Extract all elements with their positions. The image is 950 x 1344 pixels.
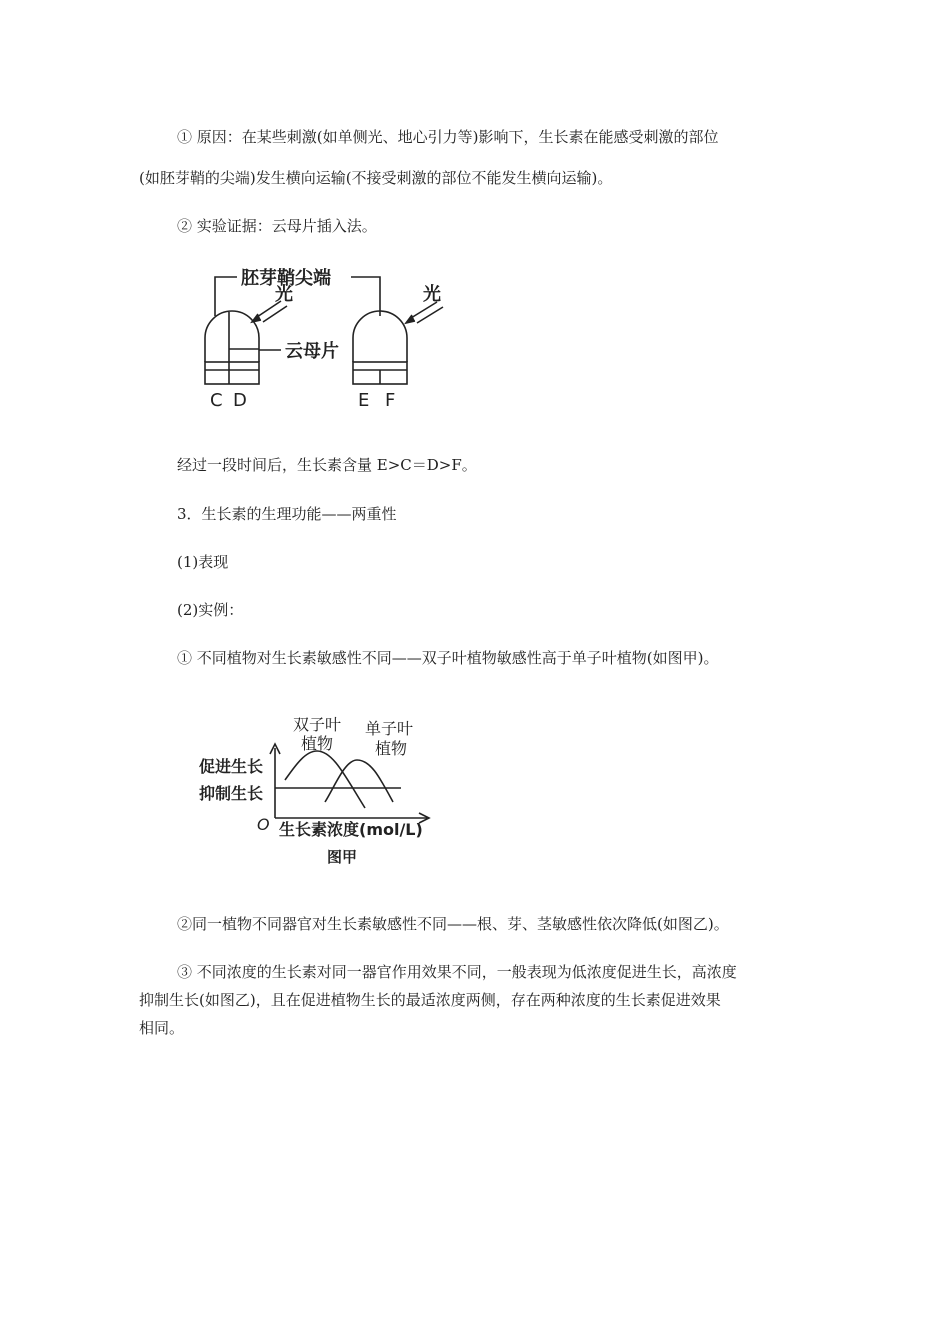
tip-label: 胚芽鞘尖端 [241, 268, 331, 289]
paragraph-cause-cont: (如胚芽鞘的尖端)发生横向运输(不接受刺激的部位不能发生横向运输)。 [139, 169, 613, 187]
paragraph-cause: ① 原因：在某些刺激(如单侧光、地心引力等)影响下，生长素在能感受刺激的部位 [177, 128, 719, 146]
curve-label-monocot-1: 单子叶 [365, 719, 414, 738]
agar-block-left [205, 362, 259, 384]
paragraph-example-1: ① 不同植物对生长素敏感性不同——双子叶植物敏感性高于单子叶植物(如图甲)。 [177, 649, 719, 667]
subheading-examples: (2)实例： [177, 601, 244, 619]
curve-dicot [285, 751, 365, 808]
coleoptile-right [353, 311, 407, 362]
tip-connector-left [215, 277, 237, 316]
paragraph-example-2: ②同一植物不同器官对生长素敏感性不同——根、芽、茎敏感性依次降低(如图乙)。 [177, 915, 729, 933]
x-axis-label: 生长素浓度(mol/L) [279, 820, 423, 839]
section-heading: 3．生长素的生理功能——两重性 [177, 505, 397, 523]
curve-label-dicot-2: 植物 [301, 734, 334, 753]
curve-label-monocot-2: 植物 [375, 739, 408, 758]
y-label-inhibit: 抑制生长 [199, 784, 264, 803]
paragraph-result: 经过一段时间后，生长素含量 E>C＝D>F。 [177, 456, 477, 474]
light-arrow-right [411, 302, 443, 323]
light-label-right: 光 [423, 284, 441, 305]
mica-experiment-figure [185, 258, 455, 418]
block-label-e: E [358, 390, 370, 411]
subheading-manifestation: (1)表现 [177, 553, 229, 571]
block-label-f: F [385, 390, 396, 411]
paragraph-evidence: ② 实验证据：云母片插入法。 [177, 217, 377, 235]
block-label-d: D [233, 390, 247, 411]
light-label-left: 光 [275, 284, 293, 305]
sensitivity-graph-figure [195, 708, 455, 868]
paragraph-example-3-cont: 抑制生长(如图乙)，且在促进植物生长的最适浓度两侧，存在两种浓度的生长素促进效果 [139, 991, 721, 1009]
curve-label-dicot-1: 双子叶 [293, 715, 342, 734]
figure-caption: 图甲 [327, 848, 358, 866]
paragraph-example-3-end: 相同。 [139, 1019, 185, 1037]
mica-label: 云母片 [285, 341, 339, 362]
origin-label: O [257, 815, 270, 834]
block-label-c: C [210, 390, 223, 411]
paragraph-example-3: ③ 不同浓度的生长素对同一器官作用效果不同，一般表现为低浓度促进生长，高浓度 [177, 963, 737, 981]
coleoptile-left [205, 311, 259, 362]
tip-connector-right [351, 277, 380, 316]
curve-monocot [325, 760, 393, 802]
y-label-promote: 促进生长 [199, 757, 264, 776]
